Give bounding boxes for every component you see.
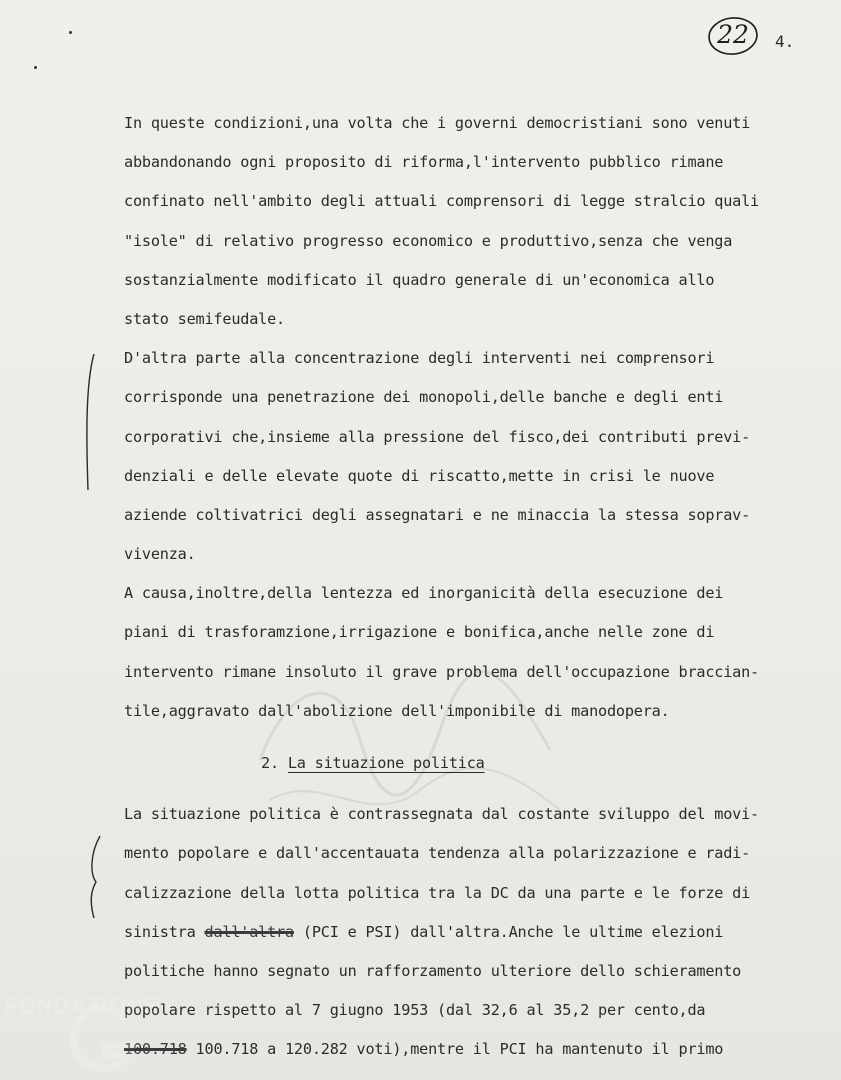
section-number: 2. bbox=[261, 754, 279, 772]
foundation-logo-icon bbox=[56, 1005, 146, 1075]
paragraph bbox=[124, 104, 829, 339]
section-heading bbox=[124, 744, 829, 783]
text-line: "isole" di relativo progresso economico e produttivo,senza che venga bbox=[124, 231, 733, 250]
text-line: sostanzialmente modificato il quadro generale di un'economica allo bbox=[124, 270, 715, 289]
text-segment: (PCI e PSI) dall'altra.Anche le ultime elezioni bbox=[293, 922, 724, 941]
foundation-watermark bbox=[0, 983, 200, 1080]
text-line: corporativi che,insieme alla pressione del fisco,dei contributi previ- bbox=[124, 427, 751, 446]
text-line: piani di trasforamzione,irrigazione e bonifica,anche nelle zone di bbox=[124, 623, 715, 642]
text-line: popolare rispetto al 7 giugno 1953 (dal 32,6 al 35,2 per cento,da bbox=[124, 1001, 706, 1020]
text-line bbox=[124, 913, 829, 952]
text-line bbox=[124, 1030, 829, 1069]
text-line: stato semifeudale. bbox=[124, 309, 285, 328]
struck-out-text: 100.718 bbox=[124, 1040, 187, 1059]
text-line: politiche hanno segnato un rafforzamento ulteriore dello schieramento bbox=[124, 961, 742, 980]
text-line: calizzazione della lotta politica tra la DC da una parte e le forze di bbox=[124, 883, 751, 902]
struck-out-text: dall'altra bbox=[204, 922, 294, 941]
text-line: A causa,inoltre,della lentezza ed inorganicità della esecuzione dei bbox=[124, 584, 724, 603]
handwritten-page-number bbox=[706, 14, 760, 58]
text-line: confinato nell'ambito degli attuali comprensori di legge stralcio quali bbox=[124, 192, 759, 211]
text-line: corrisponde una penetrazione dei monopoli,delle banche e degli enti bbox=[124, 388, 724, 407]
text-line: aziende coltivatrici degli assegnatari e ne minaccia la stessa soprav- bbox=[124, 505, 751, 524]
paragraph bbox=[124, 574, 829, 731]
text-line: intervento rimane insoluto il grave problema dell'occupazione braccian- bbox=[124, 662, 759, 681]
margin-bracket-paragraph4 bbox=[86, 834, 106, 920]
text-line: vivenza. bbox=[124, 545, 196, 564]
foundation-watermark-text: FONDAZIONE bbox=[4, 993, 160, 1018]
margin-bracket-paragraph2 bbox=[82, 352, 98, 494]
text-line: mento popolare e dall'accentauata tendenza alla polarizzazione e radi- bbox=[124, 844, 751, 863]
paragraph bbox=[124, 339, 829, 574]
typed-page-sequence: 4. bbox=[775, 32, 795, 51]
text-line: denziali e delle elevate quote di riscatto,mette in crisi le nuove bbox=[124, 466, 715, 485]
text-line: tile,aggravato dall'abolizione dell'imponibile di manodopera. bbox=[124, 701, 670, 720]
typed-body-text bbox=[124, 104, 829, 1070]
section-title: La situazione politica bbox=[287, 754, 485, 772]
stray-mark bbox=[69, 31, 72, 34]
text-line: D'altra parte alla concentrazione degli interventi nei comprensori bbox=[124, 349, 715, 368]
text-line: La situazione politica è contrassegnata dal costante sviluppo del movi- bbox=[124, 805, 759, 824]
paragraph bbox=[124, 795, 829, 1069]
handwritten-page-number-text: 22 bbox=[717, 20, 749, 49]
text-segment: sinistra bbox=[124, 922, 205, 941]
text-segment: 100.718 a 120.282 voti),mentre il PCI ha mantenuto il primo bbox=[186, 1040, 724, 1059]
text-line: In queste condizioni,una volta che i governi democristiani sono venuti bbox=[124, 114, 751, 132]
text-line: abbandonando ogni proposito di riforma,l'intervento pubblico rimane bbox=[124, 153, 724, 172]
stray-mark bbox=[34, 66, 37, 69]
